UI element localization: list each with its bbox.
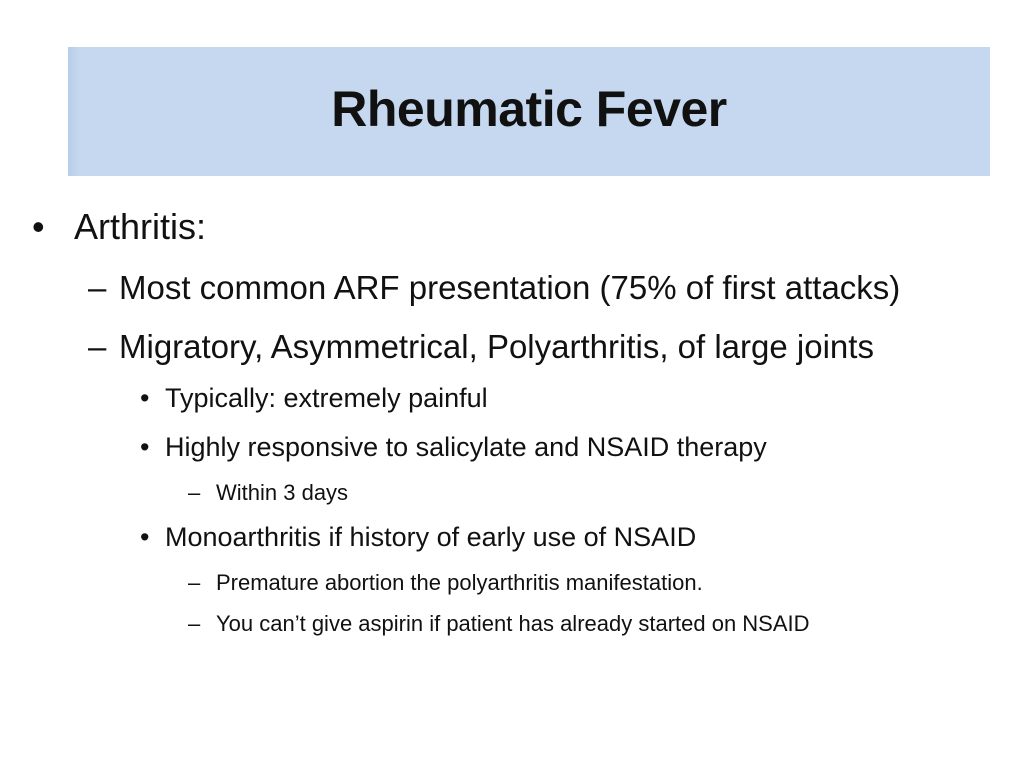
bullet-text: Within 3 days [216,480,349,505]
subbullet-monoarthritis [140,522,696,553]
subbullet-aspirin [188,611,810,637]
bullet-arthritis [32,206,206,248]
bullet-text: Monoarthritis if history of early use of NSAID [165,522,697,552]
bullet-text: Typically: extremely painful [165,383,488,413]
slide-title: Rheumatic Fever [331,80,727,137]
bullet-text: Highly responsive to salicylate and NSAID therapy [165,432,767,462]
dash-marker: – [88,328,107,365]
title-banner-edge [68,47,80,176]
bullet-text: Migratory, Asymmetrical, Polyarthritis, of large joints [119,328,874,365]
bullet-marker: • [140,432,150,462]
subbullet-most-common [88,269,900,307]
bullet-text: You can’t give aspirin if patient has already started on NSAID [216,611,810,636]
bullet-text: Arthritis: [74,206,207,247]
dash-marker: – [188,570,201,595]
title-banner [68,47,990,176]
bullet-marker: • [140,522,150,552]
subbullet-premature [188,570,703,596]
subbullet-migratory [88,328,874,366]
subbullet-typically [140,383,488,414]
dash-marker: – [188,480,201,505]
bullet-text: Premature abortion the polyarthritis manifestation. [216,570,703,595]
dash-marker: – [188,611,201,636]
bullet-marker: • [140,383,150,413]
bullet-marker: • [32,206,45,247]
bullet-text: Most common ARF presentation (75% of first attacks) [119,269,901,306]
subbullet-within-days [188,480,348,506]
subbullet-highly-responsive [140,432,767,463]
dash-marker: – [88,269,107,306]
